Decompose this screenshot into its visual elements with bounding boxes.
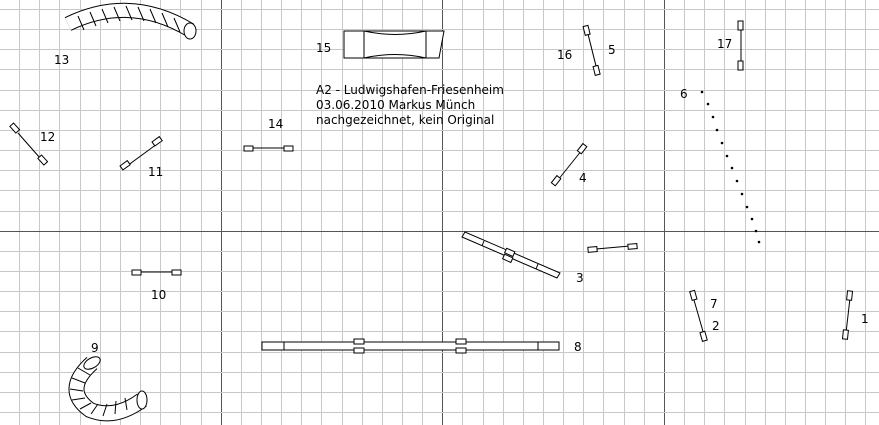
obstacle-number-11: 11 <box>148 165 164 179</box>
obstacle-number-8: 8 <box>574 340 582 354</box>
obstacle-number-15: 15 <box>316 41 332 55</box>
obstacle-number-9: 9 <box>91 341 99 355</box>
jump-1 <box>842 291 852 339</box>
course-note: nachgezeichnet, kein Original <box>316 113 495 127</box>
obstacle-number-17: 17 <box>717 37 733 51</box>
weave-poles-6 <box>701 91 761 244</box>
obstacle-number-16: 16 <box>557 48 573 62</box>
tire-jump-15 <box>344 31 444 58</box>
obstacle-number-5: 5 <box>608 43 616 57</box>
tunnel-9 <box>70 354 147 416</box>
jump-17 <box>738 21 743 70</box>
obstacle-number-4: 4 <box>579 171 587 185</box>
tunnel-13 <box>68 6 196 39</box>
obstacle-number-3: 3 <box>576 271 584 285</box>
obstacle-number-10: 10 <box>151 288 167 302</box>
obstacle-number-6: 6 <box>680 87 688 101</box>
jump-16-5 <box>583 25 600 75</box>
obstacle-number-12: 12 <box>40 130 56 144</box>
dogwalk-8 <box>262 339 559 353</box>
course-date-author: 03.06.2010 Markus Münch <box>316 98 476 112</box>
obstacle-number-13: 13 <box>54 53 70 67</box>
course-info <box>316 83 504 128</box>
course-title: A2 - Ludwigshafen-Friesenheim <box>316 83 504 97</box>
obstacle-number-7: 7 <box>710 297 718 311</box>
obstacle-number-2: 2 <box>712 319 720 333</box>
jump-10 <box>132 270 181 275</box>
obstacle-number-14: 14 <box>268 117 284 131</box>
obstacle-number-1: 1 <box>861 312 869 326</box>
